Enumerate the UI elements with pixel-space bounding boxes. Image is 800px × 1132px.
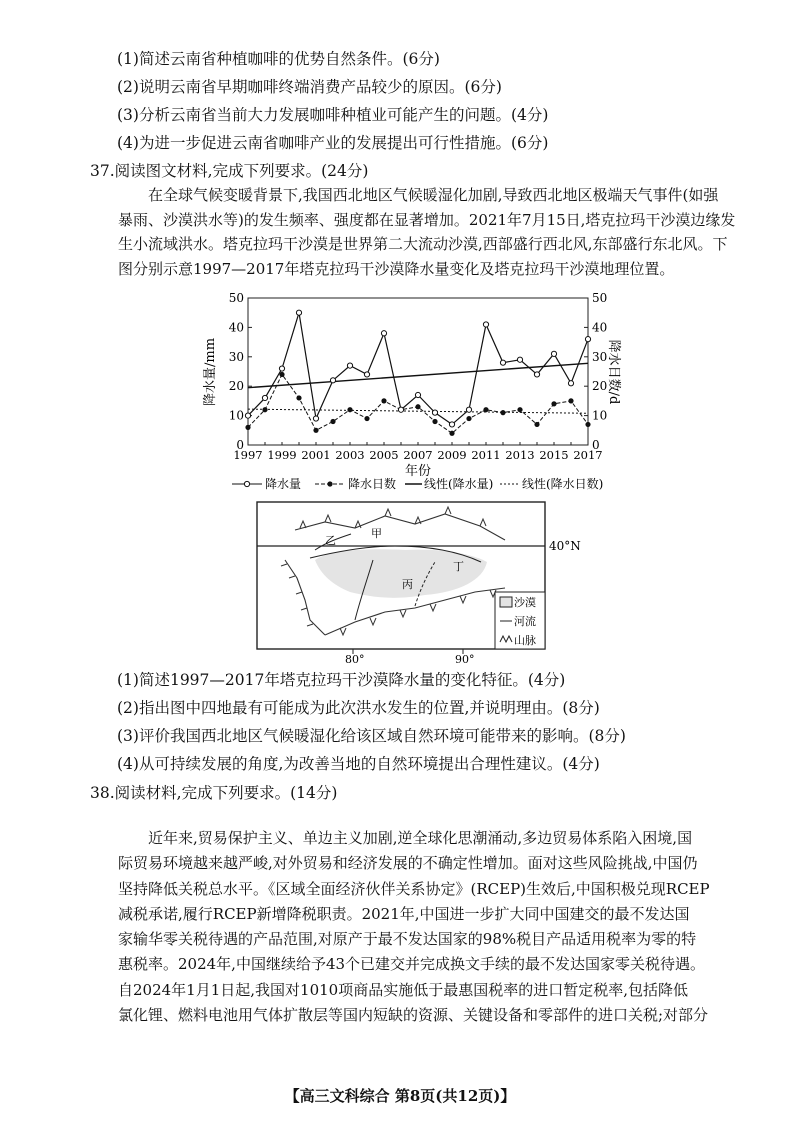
rain-days-point: [432, 419, 437, 424]
rain-days-point: [347, 407, 352, 412]
precipitation-point: [279, 366, 284, 371]
q37-question-4: (4)从可持续发展的角度,为改善当地的自然环境提出合理性建议。(4分): [117, 755, 600, 773]
passage-line: 坚持降低关税总水平。《区域全面经济伙伴关系协定》(RCEP)生效后,中国积极兑现RCEP: [118, 879, 710, 898]
precipitation-point: [415, 392, 420, 397]
precipitation-point: [568, 381, 573, 386]
trend-line-rain-days: [248, 409, 588, 413]
location-map: [255, 500, 581, 666]
precipitation-point: [296, 310, 301, 315]
precipitation-point: [551, 351, 556, 356]
data-series: [245, 310, 590, 436]
x-tick-label: 2001: [301, 448, 331, 462]
desert-legend-swatch: [500, 597, 512, 607]
rain-days-point: [568, 398, 573, 403]
rain-days-point: [313, 428, 318, 433]
precipitation-point: [466, 407, 471, 412]
q37-passage: [118, 183, 758, 281]
rain-days-point: [517, 407, 522, 412]
place-bing: 丙: [402, 578, 413, 591]
legend-mountain: 山脉: [514, 634, 536, 647]
precipitation-point: [483, 322, 488, 327]
precipitation-point: [500, 360, 505, 365]
q37-question-2: (2)指出图中四地最有可能成为此次洪水发生的位置,并说明理由。(8分): [117, 699, 600, 717]
precipitation-point: [517, 357, 522, 362]
precipitation-point: [534, 372, 539, 377]
rain-days-point: [415, 404, 420, 409]
y-tick-label-left: 30: [228, 349, 244, 364]
x-tick-label: 2013: [505, 448, 535, 462]
y-tick-label-left: 20: [228, 379, 244, 394]
rain-days-point: [483, 407, 488, 412]
rain-days-point: [585, 422, 590, 427]
precipitation-point: [449, 422, 454, 427]
y-tick-label-right: 40: [592, 320, 608, 335]
right-axis-label: 降水日数/d: [606, 339, 621, 405]
x-tick-label: 1999: [267, 448, 297, 462]
precipitation-point: [432, 410, 437, 415]
legend-label-trend-rain-days: 线性(降水日数): [522, 477, 604, 491]
q36-question-1: (1)简述云南省种植咖啡的优势自然条件。(6分): [117, 50, 440, 68]
legend-label-rain-days: 降水日数: [348, 477, 397, 491]
q36-question-2: (2)说明云南省早期咖啡终端消费产品较少的原因。(6分): [117, 78, 502, 96]
legend-label-precipitation: 降水量: [265, 477, 302, 491]
rain-days-point: [466, 416, 471, 421]
q36-question-4: (4)为进一步促进云南省咖啡产业的发展提出可行性措施。(6分): [117, 134, 549, 152]
right-axis-ticks: [584, 291, 607, 452]
passage-line: 暴雨、沙漠洪水等)的发生频率、强度都在显著增加。2021年7月15日,塔克拉玛干沙漠边缘发: [118, 210, 736, 229]
q37-question-1: (1)简述1997—2017年塔克拉玛干沙漠降水量的变化特征。(4分): [117, 671, 566, 689]
x-tick-label: 2015: [539, 448, 569, 462]
place-jia: 甲: [371, 527, 382, 540]
rain-days-point: [330, 419, 335, 424]
x-tick-label: 2011: [471, 448, 501, 462]
q37-heading: 37.阅读图文材料,完成下列要求。(24分): [90, 162, 369, 180]
precipitation-point: [364, 372, 369, 377]
longitude-label-80: 80°: [345, 653, 365, 666]
left-axis-label: 降水量/mm: [203, 337, 218, 407]
rain-days-point: [500, 410, 505, 415]
passage-line: 图分别示意1997—2017年塔克拉玛干沙漠降水量变化及塔克拉玛干沙漠地理位置。: [118, 259, 675, 278]
rain-days-point: [381, 398, 386, 403]
x-tick-label: 1997: [233, 448, 263, 462]
x-tick-label: 2003: [335, 448, 365, 462]
precipitation-point: [330, 378, 335, 383]
x-axis-label: 年份: [404, 464, 432, 479]
y-tick-label-right: 50: [592, 291, 608, 305]
q38-passage: [118, 826, 758, 1028]
passage-line: 近年来,贸易保护主义、单边主义加剧,逆全球化思潮涌动,多边贸易体系陷入困境,国: [148, 829, 693, 847]
q37-question-3: (3)评价我国西北地区气候暖湿化给该区域自然环境可能带来的影响。(8分): [117, 727, 626, 745]
y-tick-label-left: 0: [236, 438, 244, 452]
legend-marker-rain-days: [327, 481, 332, 486]
passage-line: 际贸易环境越来越严峻,对外贸易和经济发展的不确定性增加。面对这些风险挑战,中国仍: [118, 854, 698, 873]
rain-days-point: [449, 431, 454, 436]
y-tick-label-left: 50: [228, 291, 244, 305]
precipitation-point: [245, 413, 250, 418]
x-tick-label: 2007: [403, 448, 433, 462]
precipitation-point: [585, 337, 590, 342]
rain-days-point: [279, 372, 284, 377]
q36-question-3: (3)分析云南省当前大力发展咖啡种植业可能产生的问题。(4分): [117, 106, 549, 124]
precipitation-point: [381, 331, 386, 336]
y-tick-label-right: 30: [592, 349, 608, 364]
rain-days-point: [245, 425, 250, 430]
x-tick-label: 2009: [437, 448, 467, 462]
y-tick-label-right: 0: [592, 438, 600, 452]
precipitation-point: [398, 407, 403, 412]
place-yi: 乙: [325, 534, 336, 547]
y-tick-label-left: 10: [228, 408, 244, 423]
passage-line: 家输华零关税待遇的产品范围,对原产于最不发达国家的98%税目产品适用税率为零的特: [118, 930, 697, 949]
passage-line: 生小流域洪水。塔克拉玛干沙漠是世界第二大流动沙漠,西部盛行西北风,东部盛行东北风。下: [118, 235, 728, 254]
legend-desert: 沙漠: [514, 596, 536, 609]
precipitation-point: [262, 395, 267, 400]
rain-days-point: [364, 416, 369, 421]
q38-heading: 38.阅读材料,完成下列要求。(14分): [90, 784, 338, 802]
legend-river: 河流: [514, 615, 536, 628]
y-tick-label-left: 40: [228, 320, 244, 335]
latitude-label: 40°N: [549, 539, 581, 553]
rain-days-point: [262, 407, 267, 412]
y-tick-label-right: 10: [592, 408, 608, 423]
passage-line: 自2024年1月1日起,我国对1010项商品实施低于最惠国税率的进口暂定税率,包括降低: [118, 980, 688, 999]
passage-line: 惠税率。2024年,中国继续给予43个已建交并完成换文手续的最不发达国家零关税待遇。: [118, 955, 706, 974]
rain-days-point: [296, 395, 301, 400]
x-tick-label: 2005: [369, 448, 399, 462]
precipitation-point: [313, 416, 318, 421]
passage-line: 氯化锂、燃料电池用气体扩散层等国内短缺的资源、关键设备和零部件的进口关税;对部分: [118, 1006, 709, 1025]
page-footer: 【高三文科综合 第8页(共12页)】: [284, 1087, 516, 1105]
precipitation-point: [347, 363, 352, 368]
place-ding: 丁: [453, 560, 464, 573]
legend-marker-precipitation: [244, 481, 249, 486]
x-tick-label: 2017: [573, 448, 603, 462]
legend-label-trend-precipitation: 线性(降水量): [424, 477, 494, 491]
map-legend: [495, 592, 545, 649]
passage-line: 减税承诺,履行RCEP新增降税职责。2021年,中国进一步扩大同中国建交的最不发达国: [118, 904, 690, 923]
rain-days-point: [534, 422, 539, 427]
longitude-label-90: 90°: [455, 653, 475, 666]
y-tick-label-right: 20: [592, 379, 608, 394]
precipitation-chart: [200, 288, 620, 498]
rain-days-point: [551, 401, 556, 406]
passage-line: 在全球气候变暖背景下,我国西北地区气候暖湿化加剧,导致西北地区极端天气事件(如强: [148, 186, 719, 204]
